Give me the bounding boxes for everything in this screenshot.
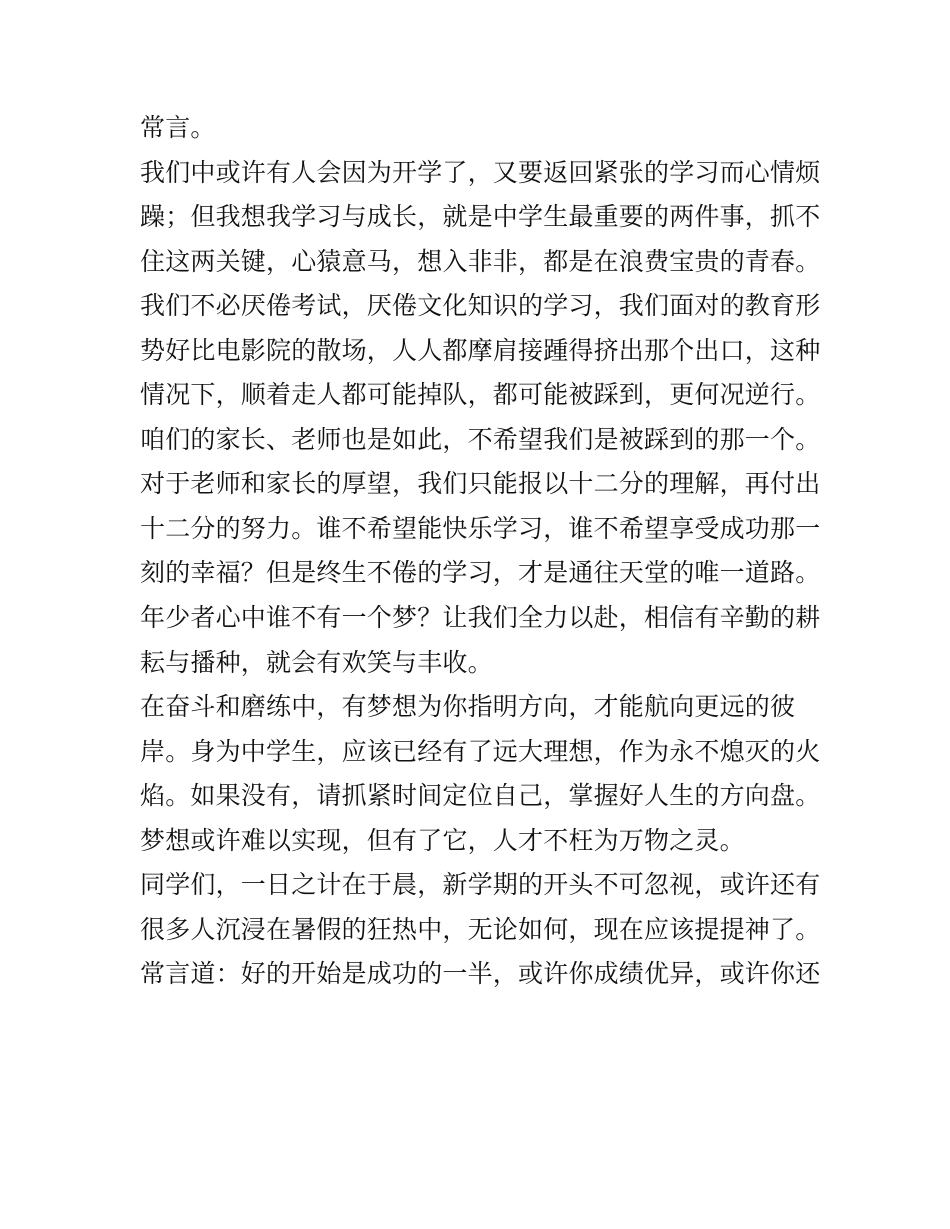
text-line: 我们中或许有人会因为开学了，又要返回紧张的学习而心情烦 bbox=[140, 157, 820, 187]
text-line: 情况下，顺着走人都可能掉队，都可能被踩到，更何况逆行。 bbox=[140, 380, 820, 410]
text-line: 很多人沉浸在暑假的狂热中，无论如何，现在应该提提神了。 bbox=[140, 914, 820, 944]
text-line: 常言。 bbox=[140, 113, 216, 142]
text-line: 梦想或许难以实现，但有了它，人才不枉为万物之灵。 bbox=[140, 825, 745, 855]
text-line: 刻的幸福？但是终生不倦的学习，才是通往天堂的唯一道路。 bbox=[140, 558, 820, 588]
text-line: 咱们的家长、老师也是如此，不希望我们是被踩到的那一个。 bbox=[140, 424, 820, 454]
text-line: 在奋斗和磨练中，有梦想为你指明方向，才能航向更远的彼 bbox=[140, 692, 796, 722]
text-line: 同学们，一日之计在于晨，新学期的开头不可忽视，或许还有 bbox=[140, 870, 820, 900]
text-line: 常言道：好的开始是成功的一半，或许你成绩优异，或许你还 bbox=[140, 959, 820, 989]
text-line: 我们不必厌倦考试，厌倦文化知识的学习，我们面对的教育形 bbox=[140, 291, 820, 321]
text-line: 躁；但我想我学习与成长，就是中学生最重要的两件事，抓不 bbox=[140, 202, 820, 232]
text-line: 住这两关键，心猿意马，想入非非，都是在浪费宝贵的青春。 bbox=[140, 246, 820, 276]
text-line: 势好比电影院的散场，人人都摩肩接踵得挤出那个出口，这种 bbox=[140, 335, 820, 365]
text-line: 十二分的努力。谁不希望能快乐学习，谁不希望享受成功那一 bbox=[140, 513, 820, 543]
text-line: 年少者心中谁不有一个梦？让我们全力以赴，相信有辛勤的耕 bbox=[140, 603, 820, 633]
text-line: 岸。身为中学生，应该已经有了远大理想，作为永不熄灭的火 bbox=[140, 736, 820, 766]
text-line: 对于老师和家长的厚望，我们只能报以十二分的理解，再付出 bbox=[140, 469, 820, 499]
document-body bbox=[140, 106, 820, 997]
text-line: 耘与播种，就会有欢笑与丰收。 bbox=[140, 647, 493, 677]
text-line: 焰。如果没有，请抓紧时间定位自己，掌握好人生的方向盘。 bbox=[140, 781, 820, 811]
